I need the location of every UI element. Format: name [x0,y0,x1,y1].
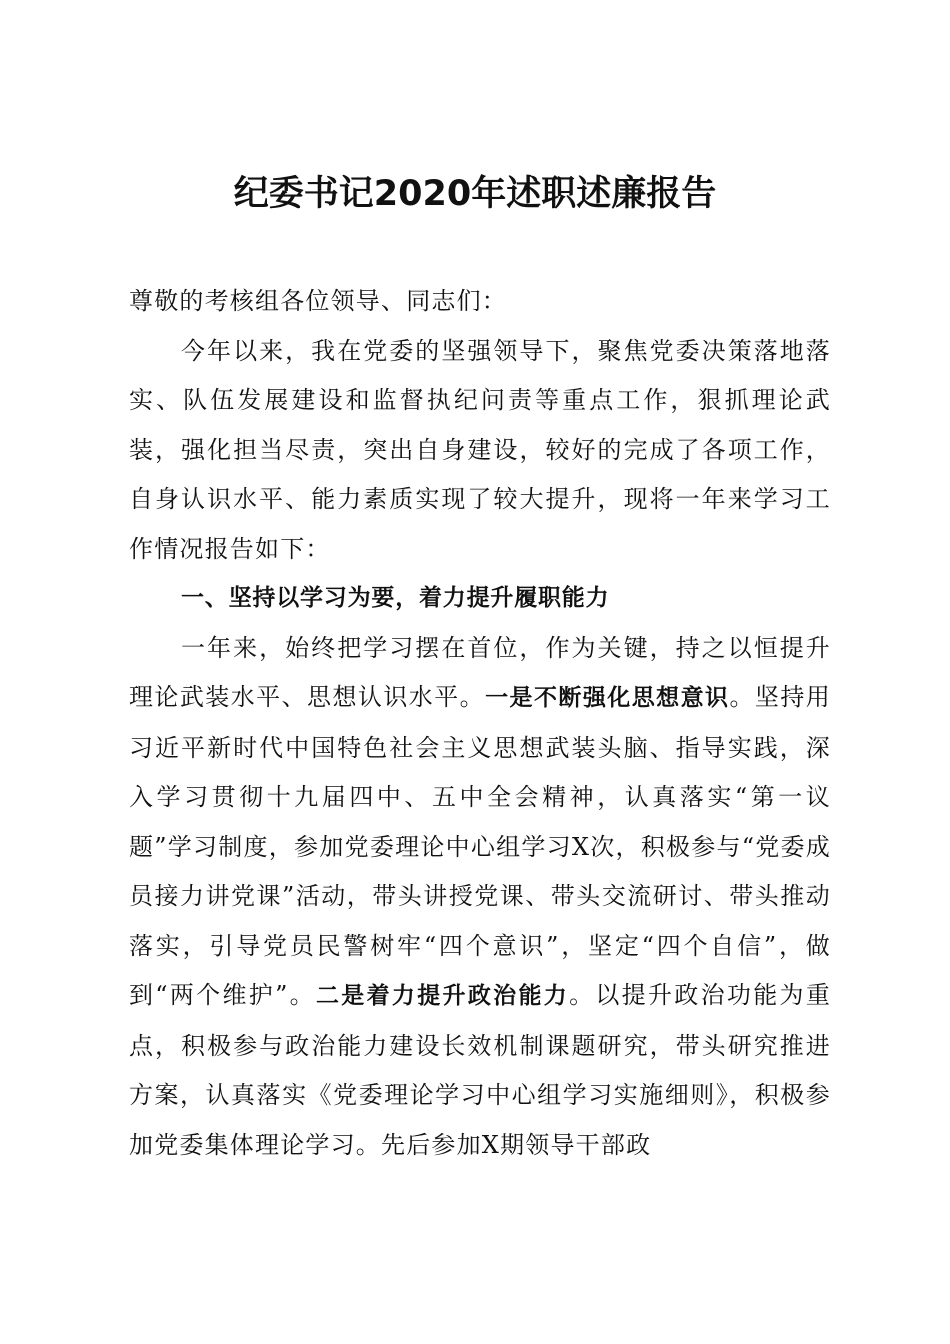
paragraph-text: 。坚持用习近平新时代中国特色社会主义思想武装头脑、指导实践，深入学习贯彻十九届四中、五中全会精神，认真落实“第一议题”学习制度，参加党委理论中心组学习X次，积极参与“党委成员接力讲党课”活动，带头讲授党课、带头交流研讨、带头推动落实，引导党员民警树牢“四个意识”，坚定“四个自信”，做到“两个维护”。 [129,683,831,1009]
document-body [129,277,831,1170]
emphasis-point-one: 一是不断强化思想意识 [485,685,730,711]
section-paragraph [129,624,831,1171]
paragraph-text: 一年来，始终把学习摆在首位，作为关键，持之以恒提升理论武装水平、思想认识水平。 [129,633,831,711]
document-title: 纪委书记2020年述职述廉报告 [233,174,717,214]
emphasis-point-two: 二是着力提升政治能力 [316,983,570,1009]
paragraph-text: 。以提升政治功能为重点，积极参与政治能力建设长效机制课题研究，带头研究推进方案，认真落实《党委理论学习中心组学习实施细则》，积极参加党委集体理论学习。先后参加X期领导干部政 [129,981,832,1159]
intro-paragraph: 今年以来，我在党委的坚强领导下，聚焦党委决策落地落实、队伍发展建设和监督执纪问责等重点工作，狠抓理论武装，强化担当尽责，突出自身建设，较好的完成了各项工作，自身认识水平、能力素质实现了较大提升，现将一年来学习工作情况报告如下： [129,336,831,563]
section-heading: 一、坚持以学习为要，着力提升履职能力 [181,585,610,611]
salutation: 尊敬的考核组各位领导、同志们： [129,287,507,315]
